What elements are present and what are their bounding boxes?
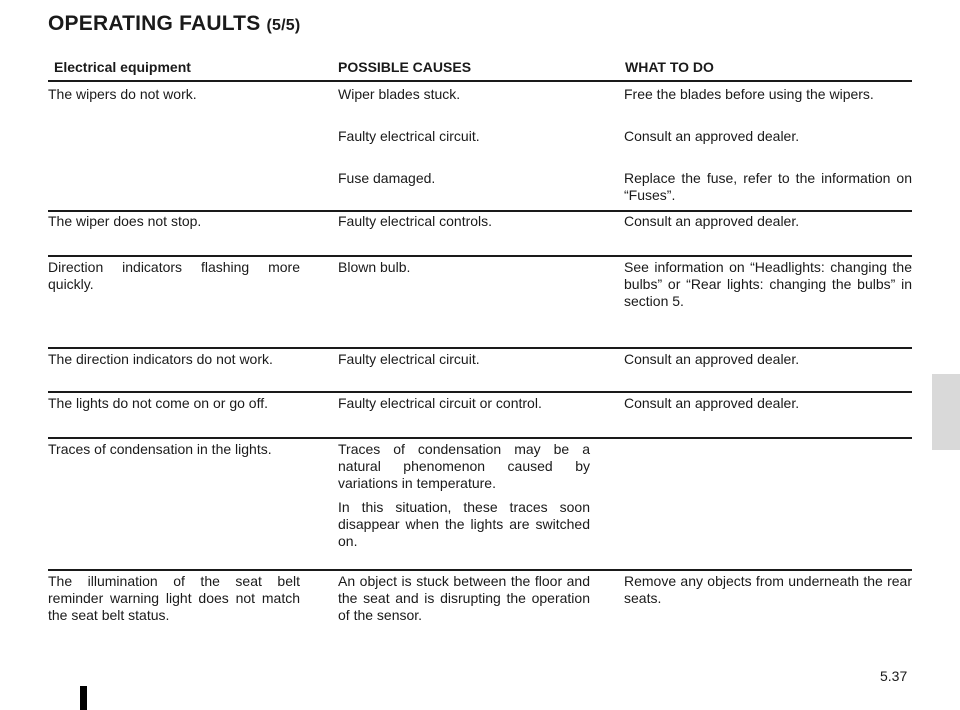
page-title bbox=[48, 12, 300, 36]
equipment-cell: The lights do not come on or go off. bbox=[48, 395, 268, 411]
cause-cell: Faulty electrical controls. bbox=[338, 213, 493, 229]
table-row-indicators-flashing-quickly bbox=[48, 259, 912, 349]
table-row-wipers-not-working bbox=[48, 86, 912, 212]
cause-cell: An object is stuck between the floor and the seat and is disrupting the operation of the sensor. bbox=[338, 573, 590, 623]
cause-cell: Fuse damaged. bbox=[338, 170, 436, 186]
table-row-seat-belt-reminder bbox=[48, 573, 912, 633]
cause-cell: Faulty electrical circuit. bbox=[338, 128, 480, 144]
table-header bbox=[48, 58, 912, 82]
cause-cell: Wiper blades stuck. bbox=[338, 86, 461, 102]
table-row-lights-not-working bbox=[48, 395, 912, 439]
equipment-cell: The direction indicators do not work. bbox=[48, 351, 273, 367]
section-tab bbox=[932, 374, 960, 450]
action-cell: Consult an approved dealer. bbox=[624, 395, 800, 411]
cause-cell: Blown bulb. bbox=[338, 259, 411, 275]
equipment-cell: The wiper does not stop. bbox=[48, 213, 202, 229]
cause-cell: In this situation, these traces soon disappear when the lights are switched on. bbox=[338, 499, 590, 549]
page-title-part: (5/5) bbox=[266, 17, 301, 34]
action-cell: Consult an approved dealer. bbox=[624, 128, 800, 144]
equipment-cell: The illumination of the seat belt reminder warning light does not match the seat belt status. bbox=[48, 573, 300, 623]
cause-cell: Faulty electrical circuit or control. bbox=[338, 395, 542, 411]
cause-cell: Faulty electrical circuit. bbox=[338, 351, 480, 367]
table-row-condensation bbox=[48, 441, 912, 571]
table-row-wiper-not-stopping bbox=[48, 213, 912, 257]
corner-mark bbox=[80, 686, 87, 710]
equipment-cell: Direction indicators flashing more quickly. bbox=[48, 259, 300, 292]
action-cell: Replace the fuse, refer to the information on “Fuses”. bbox=[624, 170, 912, 203]
page-number: 5.37 bbox=[880, 668, 908, 684]
header-what-to-do: WHAT TO DO bbox=[625, 59, 714, 75]
page-title-text: OPERATING FAULTS bbox=[48, 12, 261, 35]
action-cell: Consult an approved dealer. bbox=[624, 351, 800, 367]
header-possible-causes: POSSIBLE CAUSES bbox=[338, 59, 472, 75]
action-cell: Consult an approved dealer. bbox=[624, 213, 800, 229]
equipment-cell: The wipers do not work. bbox=[48, 86, 197, 102]
cause-cell: Traces of condensation may be a natural phenomenon caused by variations in temperature. bbox=[338, 441, 590, 491]
equipment-cell: Traces of condensation in the lights. bbox=[48, 441, 272, 457]
action-cell: See information on “Headlights: changing the bulbs” or “Rear lights: changing the bulbs” in section 5. bbox=[624, 259, 912, 309]
action-cell: Free the blades before using the wipers. bbox=[624, 86, 874, 102]
header-electrical-equipment: Electrical equipment bbox=[54, 59, 191, 75]
table-row-indicators-not-working bbox=[48, 351, 912, 393]
action-cell: Remove any objects from underneath the rear seats. bbox=[624, 573, 912, 606]
